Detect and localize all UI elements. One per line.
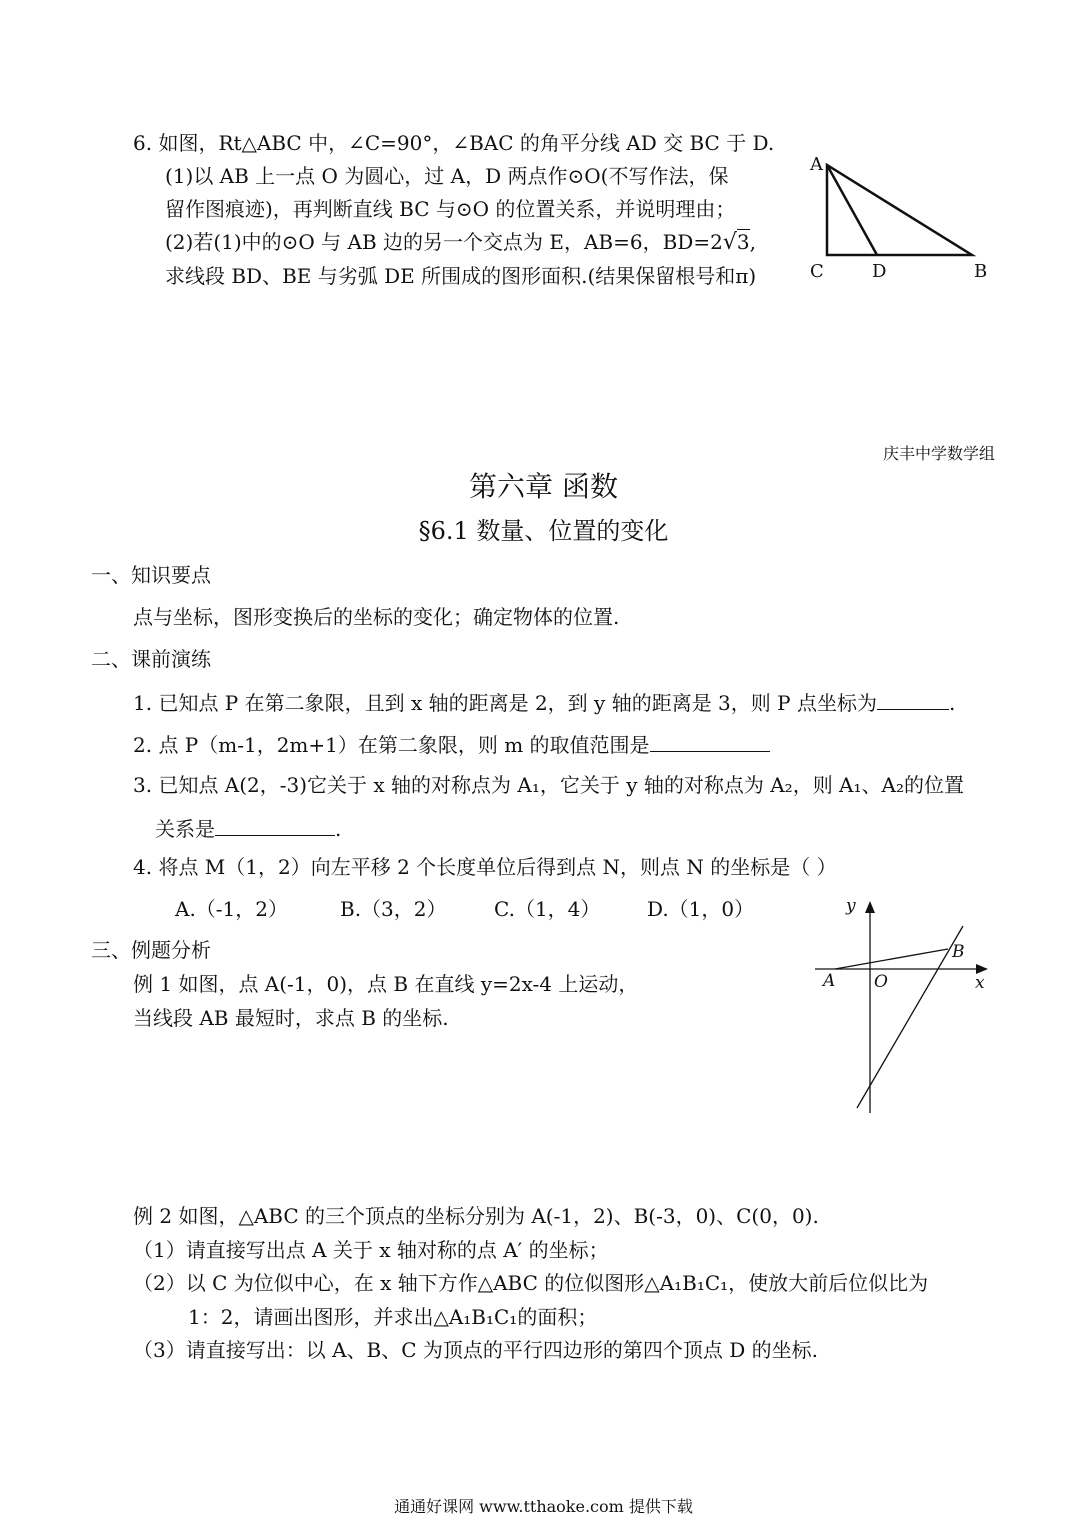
part1-content: 点与坐标，图形变换后的坐标的变化；确定物体的位置. bbox=[133, 605, 620, 629]
problem6-line2: (1)以 AB 上一点 O 为圆心，过 A，D 两点作⊙O(不写作法，保 bbox=[165, 164, 729, 188]
question-3-line1: 3. 已知点 A(2，-3)它关于 x 轴的对称点为 A₁，它关于 y 轴的对称点为 A₂，则 A₁、A₂的位置 bbox=[133, 773, 964, 797]
question-2 bbox=[133, 731, 770, 757]
example1-line1: 例 1 如图，点 A(-1，0)，点 B 在直线 y=2x-4 上运动， bbox=[133, 972, 639, 996]
section-title: §6.1 数量、位置的变化 bbox=[418, 517, 669, 545]
label-a: A bbox=[810, 154, 823, 175]
option-c: C.（1，4） bbox=[494, 897, 601, 921]
example1-line2: 当线段 AB 最短时，求点 B 的坐标. bbox=[133, 1006, 449, 1030]
answer-blank-1[interactable] bbox=[877, 689, 949, 710]
label-o: O bbox=[874, 972, 888, 992]
part1-heading: 一、知识要点 bbox=[91, 563, 211, 587]
right-triangle-figure bbox=[800, 145, 1000, 290]
problem6-line4-text: (2)若(1)中的⊙O 与 AB 边的另一个交点为 E，AB=6，BD=2 bbox=[165, 230, 723, 254]
label-c: C bbox=[810, 261, 824, 282]
example2-question2-line2: 1：2，请画出图形，并求出△A₁B₁C₁的面积； bbox=[188, 1305, 598, 1329]
answer-blank-3[interactable] bbox=[215, 815, 335, 836]
option-a: A.（-1，2） bbox=[175, 897, 289, 921]
segment-ab bbox=[835, 949, 948, 969]
problem6-line1: 6. 如图，Rt△ABC 中，∠C=90°，∠BAC 的角平分线 AD 交 BC 于 D. bbox=[133, 131, 775, 155]
y-axis-arrow bbox=[865, 901, 875, 913]
question-3-line2 bbox=[155, 815, 341, 841]
problem6-line4 bbox=[165, 230, 756, 255]
sqrt-symbol: √ bbox=[722, 230, 737, 255]
example2-line1: 例 2 如图，△ABC 的三个顶点的坐标分别为 A(-1，2)、B(-3，0)、C(0，0). bbox=[133, 1204, 819, 1228]
example2-question1: （1）请直接写出点 A 关于 x 轴对称的点 A′ 的坐标； bbox=[133, 1238, 609, 1262]
question-2-text: 2. 点 P（m-1，2m+1）在第二象限，则 m 的取值范围是 bbox=[133, 733, 650, 757]
part2-heading: 二、课前演练 bbox=[91, 647, 211, 671]
line-y-2x-4 bbox=[857, 926, 963, 1108]
label-x: x bbox=[975, 973, 985, 993]
problem6-line4-comma: , bbox=[749, 230, 756, 254]
label-b: B bbox=[952, 942, 965, 962]
problem6-line3: 留作图痕迹)，再判断直线 BC 与⊙O 的位置关系，并说明理由； bbox=[165, 197, 736, 221]
example2-question2-line1: （2）以 C 为位似中心，在 x 轴下方作△ABC 的位似图形△A₁B₁C₁，使放大前后位似比为 bbox=[133, 1271, 929, 1295]
group-label: 庆丰中学数学组 bbox=[883, 444, 996, 463]
label-b: B bbox=[974, 261, 988, 282]
option-b: B.（3，2） bbox=[340, 897, 447, 921]
example2-question3: （3）请直接写出：以 A、B、C 为顶点的平行四边形的第四个顶点 D 的坐标. bbox=[133, 1338, 818, 1362]
question-1 bbox=[133, 689, 955, 715]
label-d: D bbox=[872, 261, 887, 282]
question-1-text: 1. 已知点 P 在第二象限，且到 x 轴的距离是 2，到 y 轴的距离是 3，则 P 点坐标为 bbox=[133, 691, 877, 715]
label-y: y bbox=[846, 896, 856, 916]
part3-heading: 三、例题分析 bbox=[91, 938, 211, 962]
question-3-text: 关系是 bbox=[155, 817, 215, 841]
label-a: A bbox=[823, 971, 836, 991]
triangle-abc bbox=[827, 165, 972, 255]
answer-blank-2[interactable] bbox=[650, 731, 770, 752]
sqrt-radicand: 3 bbox=[736, 230, 750, 254]
question-3-end: . bbox=[335, 817, 342, 841]
question-4: 4. 将点 M（1，2）向左平移 2 个长度单位后得到点 N，则点 N 的坐标是（ ） bbox=[133, 855, 837, 879]
question-1-end: . bbox=[948, 691, 956, 715]
problem6-line5: 求线段 BD、BE 与劣弧 DE 所围成的图形面积.(结果保留根号和π) bbox=[165, 264, 757, 288]
coordinate-figure bbox=[810, 893, 995, 1118]
option-d: D.（1，0） bbox=[647, 897, 755, 921]
footer-text: 通通好课网 www.tthaoke.com 提供下载 bbox=[394, 1497, 693, 1516]
bisector-ad bbox=[827, 165, 877, 255]
chapter-title: 第六章 函数 bbox=[469, 470, 618, 503]
